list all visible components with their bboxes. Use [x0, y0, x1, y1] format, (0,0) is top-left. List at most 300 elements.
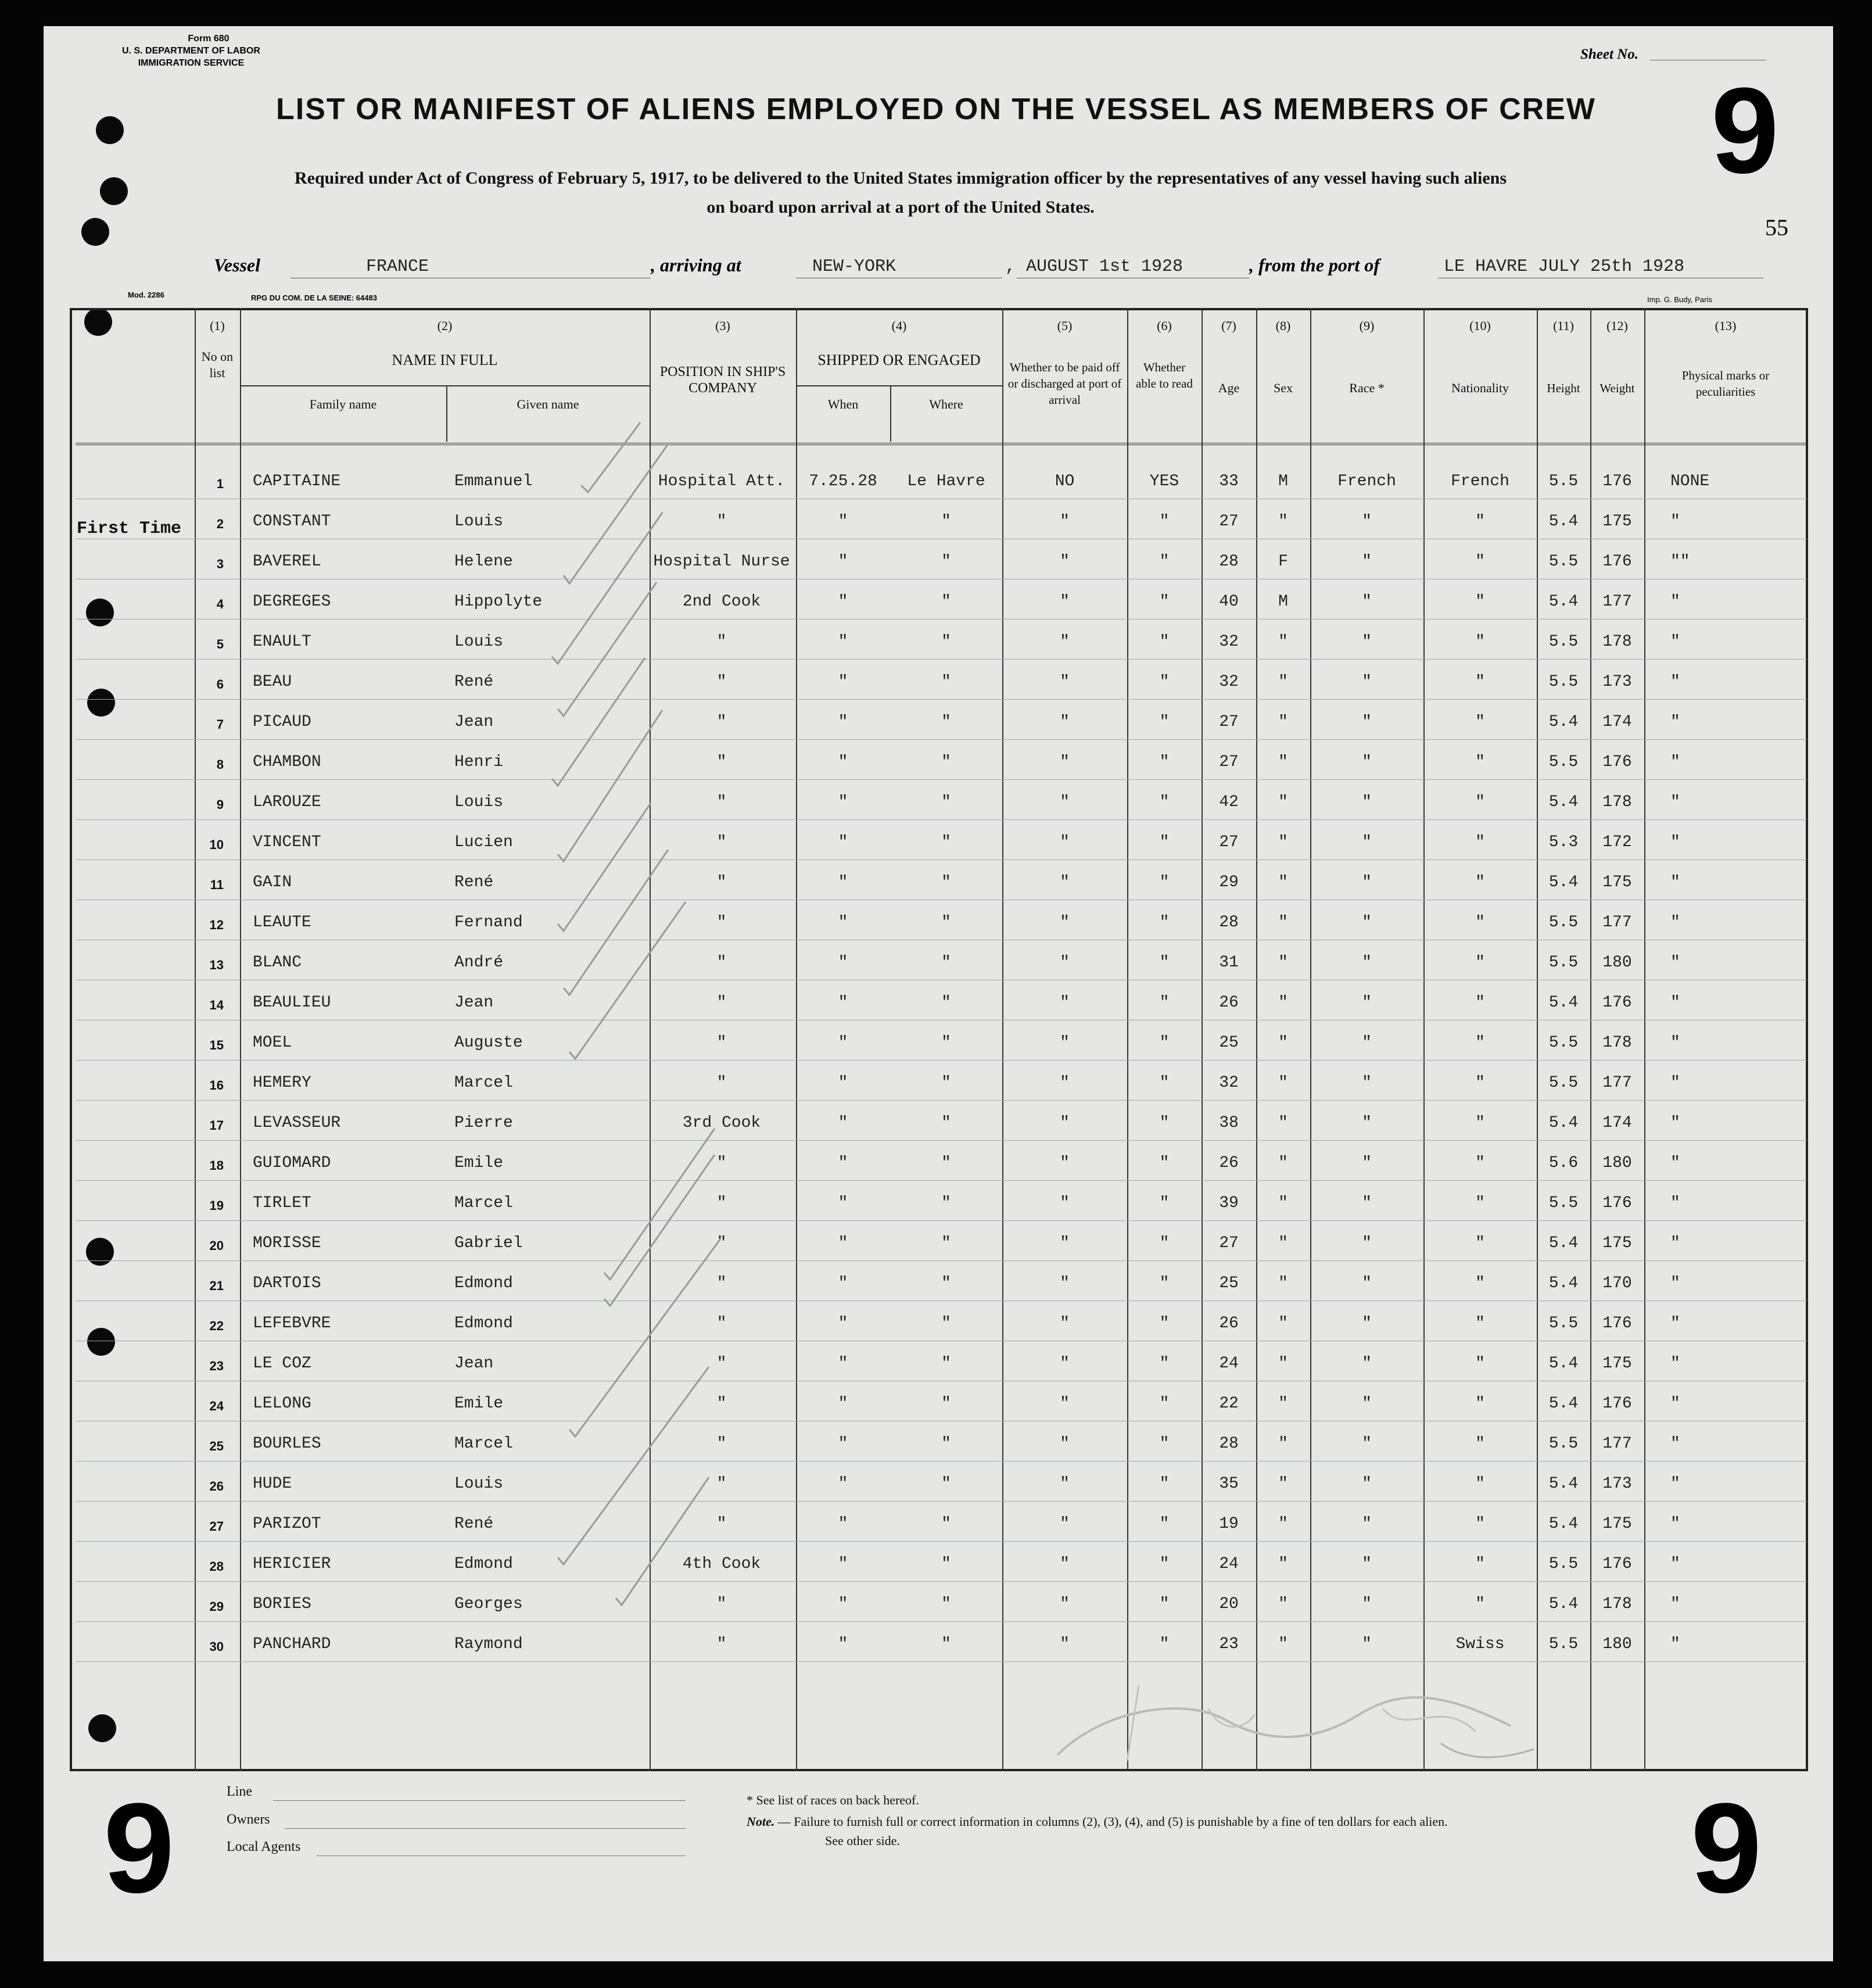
- race: ": [1362, 793, 1372, 811]
- weight: 175: [1602, 1515, 1632, 1533]
- arrival-port: NEW-YORK: [812, 257, 896, 277]
- shipped-when: ": [838, 1435, 848, 1453]
- weight: 178: [1602, 1034, 1632, 1052]
- shipped-when: ": [838, 753, 848, 771]
- able-to-read: ": [1159, 1234, 1170, 1252]
- race: ": [1362, 593, 1372, 611]
- row-number: 5: [216, 637, 224, 651]
- age: 28: [1219, 914, 1239, 932]
- race: ": [1362, 713, 1372, 731]
- height: 5.5: [1548, 553, 1579, 571]
- shipped-where: ": [941, 673, 951, 691]
- nationality: ": [1475, 1274, 1485, 1292]
- row-number: 15: [209, 1038, 224, 1052]
- shipped-when: 7.25.28: [809, 472, 877, 490]
- col11-number: (11): [1553, 318, 1574, 333]
- age: 26: [1219, 1154, 1239, 1172]
- weight: 175: [1602, 1355, 1632, 1373]
- race: ": [1362, 1395, 1372, 1413]
- height: 5.4: [1548, 1274, 1579, 1292]
- sex: M: [1278, 472, 1288, 490]
- row-number: 24: [209, 1399, 224, 1413]
- row-rule: [76, 1581, 1807, 1582]
- height: 5.5: [1548, 633, 1579, 651]
- rpg-number: RPG DU COM. DE LA SEINE: 64483: [251, 293, 377, 302]
- col10-header: Nationality: [1451, 381, 1509, 395]
- shipped-where: Le Havre: [907, 472, 985, 490]
- shipped-where: ": [941, 1395, 951, 1413]
- given-name: René: [454, 1515, 494, 1533]
- position: ": [716, 914, 727, 932]
- paid-off: ": [1060, 1355, 1070, 1373]
- physical-marks: "": [1670, 553, 1690, 571]
- able-to-read: ": [1159, 914, 1170, 932]
- row-number: 17: [209, 1118, 224, 1133]
- local-agents-label: Local Agents: [227, 1839, 301, 1854]
- physical-marks: ": [1670, 673, 1680, 691]
- given-name: Georges: [454, 1595, 523, 1613]
- nationality: ": [1475, 753, 1485, 771]
- position: ": [716, 1234, 727, 1252]
- sex: ": [1278, 1595, 1288, 1613]
- when-header: When: [827, 397, 859, 411]
- race: ": [1362, 553, 1372, 571]
- position: ": [716, 1074, 727, 1092]
- weight: 180: [1602, 1154, 1632, 1172]
- col6-header: Whether able to read: [1136, 360, 1193, 391]
- sex: ": [1278, 1194, 1288, 1212]
- given-name: Edmond: [454, 1274, 513, 1292]
- sex: ": [1278, 1435, 1288, 1453]
- vessel-name: FRANCE: [366, 257, 429, 277]
- row-rule: [76, 659, 1807, 660]
- age: 20: [1219, 1595, 1239, 1613]
- able-to-read: ": [1159, 753, 1170, 771]
- physical-marks: ": [1670, 914, 1680, 932]
- physical-marks: ": [1670, 1314, 1680, 1333]
- shipped-when: ": [838, 1555, 848, 1573]
- position: ": [716, 673, 727, 691]
- col5-number: (5): [1057, 318, 1073, 333]
- shipped-where: ": [941, 753, 951, 771]
- row-number: 26: [209, 1479, 224, 1493]
- shipped-where: ": [941, 793, 951, 811]
- height: 5.5: [1548, 1555, 1579, 1573]
- col7-header: Age: [1218, 381, 1240, 395]
- paid-off: ": [1060, 873, 1070, 891]
- age: 22: [1219, 1395, 1239, 1413]
- col1-header: No on list: [201, 349, 234, 380]
- family-name: LEFEBVRE: [253, 1314, 331, 1333]
- col2-header: NAME IN FULL: [392, 352, 498, 368]
- physical-marks: NONE: [1670, 472, 1710, 490]
- given-name: Emmanuel: [454, 472, 533, 490]
- family-name: BAVEREL: [253, 553, 321, 571]
- row-number: 6: [216, 677, 224, 692]
- footer-big-number-left: 9: [103, 1776, 175, 1919]
- nationality: ": [1475, 914, 1485, 932]
- paid-off: ": [1060, 914, 1070, 932]
- family-name: BLANC: [253, 954, 302, 972]
- age: 24: [1219, 1355, 1239, 1373]
- able-to-read: ": [1159, 1635, 1170, 1653]
- given-name: Edmond: [454, 1314, 513, 1333]
- shipped-when: ": [838, 673, 848, 691]
- family-name: LEVASSEUR: [253, 1114, 341, 1132]
- row-number: 23: [209, 1359, 224, 1373]
- given-name: Jean: [454, 994, 494, 1012]
- able-to-read: ": [1159, 1154, 1170, 1172]
- paid-off: ": [1060, 713, 1070, 731]
- position: 2nd Cook: [682, 593, 761, 611]
- shipped-where: ": [941, 1595, 951, 1613]
- row-number: 29: [209, 1599, 224, 1614]
- col2-number: (2): [437, 318, 453, 333]
- paid-off: ": [1060, 1314, 1070, 1333]
- col10-number: (10): [1469, 318, 1491, 333]
- nationality: ": [1475, 1595, 1485, 1613]
- nationality: ": [1475, 1355, 1485, 1373]
- height: 5.4: [1548, 593, 1579, 611]
- family-name: BOURLES: [253, 1435, 321, 1453]
- row-rule: [76, 699, 1807, 700]
- given-name: Fernand: [454, 914, 523, 932]
- sex: ": [1278, 793, 1288, 811]
- weight: 176: [1602, 753, 1632, 771]
- row-number: 12: [209, 918, 224, 932]
- family-name: LEAUTE: [253, 914, 311, 932]
- given-name: Louis: [454, 793, 504, 811]
- age: 24: [1219, 1555, 1239, 1573]
- col7-number: (7): [1221, 318, 1236, 333]
- weight: 173: [1602, 673, 1632, 691]
- weight: 176: [1602, 472, 1632, 490]
- row-rule: [76, 1140, 1807, 1141]
- row-number: 20: [209, 1238, 224, 1253]
- race: ": [1362, 1274, 1372, 1292]
- race: ": [1362, 1114, 1372, 1132]
- height: 5.4: [1548, 994, 1579, 1012]
- weight: 177: [1602, 1074, 1632, 1092]
- position: ": [716, 1274, 727, 1292]
- age: 32: [1219, 633, 1239, 651]
- family-name: BEAULIEU: [253, 994, 331, 1012]
- shipped-when: ": [838, 1475, 848, 1493]
- weight: 172: [1602, 833, 1632, 851]
- position: ": [716, 1314, 727, 1333]
- shipped-when: ": [838, 833, 848, 851]
- race: ": [1362, 1194, 1372, 1212]
- height: 5.5: [1548, 753, 1579, 771]
- shipped-where: ": [941, 1194, 951, 1212]
- race: ": [1362, 673, 1372, 691]
- check-marks: [523, 407, 784, 1685]
- physical-marks: ": [1670, 1034, 1680, 1052]
- race: ": [1362, 1475, 1372, 1493]
- see-other-side: See other side.: [825, 1833, 900, 1848]
- race: ": [1362, 1515, 1372, 1533]
- able-to-read: ": [1159, 873, 1170, 891]
- physical-marks: ": [1670, 1435, 1680, 1453]
- paid-off: ": [1060, 753, 1070, 771]
- nationality: ": [1475, 1555, 1485, 1573]
- position: ": [716, 753, 727, 771]
- paid-off: ": [1060, 593, 1070, 611]
- family-name: HERICIER: [253, 1555, 331, 1573]
- able-to-read: ": [1159, 1475, 1170, 1493]
- paid-off: ": [1060, 673, 1070, 691]
- physical-marks: ": [1670, 1074, 1680, 1092]
- height: 5.5: [1548, 1435, 1579, 1453]
- shipped-where: ": [941, 1355, 951, 1373]
- family-name: LE COZ: [253, 1355, 311, 1373]
- age: 19: [1219, 1515, 1239, 1533]
- given-name: Emile: [454, 1395, 504, 1413]
- able-to-read: YES: [1149, 472, 1179, 490]
- age: 27: [1219, 713, 1239, 731]
- nationality: ": [1475, 1074, 1485, 1092]
- family-name: DARTOIS: [253, 1274, 321, 1292]
- nationality: ": [1475, 633, 1485, 651]
- shipped-when: ": [838, 1234, 848, 1252]
- given-name: Pierre: [454, 1114, 513, 1132]
- physical-marks: ": [1670, 873, 1680, 891]
- position: ": [716, 1595, 727, 1613]
- physical-marks: ": [1670, 1475, 1680, 1493]
- paid-off: ": [1060, 1034, 1070, 1052]
- col4-number: (4): [891, 318, 907, 333]
- physical-marks: ": [1670, 593, 1680, 611]
- given-name: René: [454, 673, 494, 691]
- shipped-when: ": [838, 633, 848, 651]
- age: 27: [1219, 513, 1239, 531]
- able-to-read: ": [1159, 673, 1170, 691]
- department: U. S. DEPARTMENT OF LABOR: [122, 46, 260, 56]
- paid-off: ": [1060, 1194, 1070, 1212]
- paid-off: ": [1060, 1435, 1070, 1453]
- sex: ": [1278, 833, 1288, 851]
- nationality: ": [1475, 673, 1485, 691]
- sex: ": [1278, 1475, 1288, 1493]
- nationality: ": [1475, 1475, 1485, 1493]
- able-to-read: ": [1159, 553, 1170, 571]
- shipped-when: ": [838, 1635, 848, 1653]
- row-rule: [76, 1060, 1807, 1061]
- sex: ": [1278, 1234, 1288, 1252]
- paid-off: ": [1060, 1154, 1070, 1172]
- height: 5.4: [1548, 793, 1579, 811]
- paid-off: ": [1060, 1635, 1070, 1653]
- col3-header: POSITION IN SHIP'S COMPANY: [659, 364, 786, 396]
- nationality: ": [1475, 1154, 1485, 1172]
- height: 5.4: [1548, 1595, 1579, 1613]
- height: 5.5: [1548, 914, 1579, 932]
- able-to-read: ": [1159, 1314, 1170, 1333]
- position: 3rd Cook: [682, 1114, 761, 1132]
- race: ": [1362, 1074, 1372, 1092]
- arrival-date: , AUGUST 1st 1928: [1005, 257, 1184, 277]
- position: ": [716, 833, 727, 851]
- header-subdivider: [796, 385, 1002, 386]
- line-label: Line: [227, 1784, 252, 1799]
- row-rule: [76, 739, 1807, 740]
- paid-off: ": [1060, 633, 1070, 651]
- row-rule: [76, 1621, 1807, 1622]
- nationality: ": [1475, 1194, 1485, 1212]
- sex: ": [1278, 713, 1288, 731]
- age: 31: [1219, 954, 1239, 972]
- sex: ": [1278, 1355, 1288, 1373]
- race: ": [1362, 1595, 1372, 1613]
- able-to-read: ": [1159, 593, 1170, 611]
- row-rule: [76, 1220, 1807, 1221]
- able-to-read: ": [1159, 1114, 1170, 1132]
- col6-number: (6): [1157, 318, 1172, 333]
- family-name: PANCHARD: [253, 1635, 331, 1653]
- col8-header: Sex: [1274, 381, 1293, 395]
- given-name: Edmond: [454, 1555, 513, 1573]
- age: 27: [1219, 753, 1239, 771]
- row-number: 11: [210, 877, 224, 892]
- shipped-when: ": [838, 994, 848, 1012]
- row-number: 30: [209, 1639, 224, 1654]
- age: 32: [1219, 1074, 1239, 1092]
- age: 26: [1219, 994, 1239, 1012]
- shipped-when: ": [838, 914, 848, 932]
- col-divider: [195, 308, 196, 1771]
- shipped-when: ": [838, 1355, 848, 1373]
- position: 4th Cook: [682, 1555, 761, 1573]
- able-to-read: ": [1159, 1435, 1170, 1453]
- position: ": [716, 1435, 727, 1453]
- row-number: 3: [216, 557, 224, 571]
- first-time-note: First Time: [77, 519, 182, 539]
- paid-off: ": [1060, 1395, 1070, 1413]
- family-name: MORISSE: [253, 1234, 321, 1252]
- row-number: 1: [216, 477, 224, 491]
- position: ": [716, 1355, 727, 1373]
- shipped-when: ": [838, 1194, 848, 1212]
- weight: 180: [1602, 1635, 1632, 1653]
- weight: 174: [1602, 1114, 1632, 1132]
- age: 27: [1219, 1234, 1239, 1252]
- height: 5.6: [1548, 1154, 1579, 1172]
- position: ": [716, 1395, 727, 1413]
- height: 5.4: [1548, 1395, 1579, 1413]
- shipped-when: ": [838, 593, 848, 611]
- paid-off: ": [1060, 1074, 1070, 1092]
- page-number: 55: [1765, 214, 1788, 241]
- given-name: Louis: [454, 633, 504, 651]
- able-to-read: ": [1159, 1555, 1170, 1573]
- weight: 174: [1602, 713, 1632, 731]
- physical-marks: ": [1670, 1274, 1680, 1292]
- race: ": [1362, 994, 1372, 1012]
- height: 5.5: [1548, 673, 1579, 691]
- printer-name: Imp. G. Budy, Paris: [1647, 295, 1712, 304]
- race: ": [1362, 1635, 1372, 1653]
- physical-marks: ": [1670, 1595, 1680, 1613]
- physical-marks: ": [1670, 994, 1680, 1012]
- physical-marks: ": [1670, 1515, 1680, 1533]
- weight: 176: [1602, 1555, 1632, 1573]
- col5-header: Whether to be paid off or discharged at port of arrival: [1007, 360, 1122, 407]
- position: ": [716, 994, 727, 1012]
- age: 35: [1219, 1475, 1239, 1493]
- race: ": [1362, 1555, 1372, 1573]
- owners-label: Owners: [227, 1812, 270, 1827]
- weight: 176: [1602, 553, 1632, 571]
- race: ": [1362, 1154, 1372, 1172]
- col-divider: [1644, 308, 1645, 1771]
- shipped-where: ": [941, 1034, 951, 1052]
- given-name: Hippolyte: [454, 593, 543, 611]
- shipped-where: ": [941, 513, 951, 531]
- shipped-when: ": [838, 1314, 848, 1333]
- family-name: DEGREGES: [253, 593, 331, 611]
- position: ": [716, 1034, 727, 1052]
- col13-number: (13): [1715, 318, 1737, 333]
- height: 5.4: [1548, 1355, 1579, 1373]
- physical-marks: ": [1670, 513, 1680, 531]
- row-rule: [76, 779, 1807, 780]
- given-name-header: Given name: [517, 397, 579, 411]
- paid-off: ": [1060, 994, 1070, 1012]
- shipped-where: ": [941, 1555, 951, 1573]
- col-divider: [890, 386, 891, 442]
- height: 5.3: [1548, 833, 1579, 851]
- nationality: ": [1475, 1034, 1485, 1052]
- form-identification: [122, 33, 260, 69]
- nationality: ": [1475, 873, 1485, 891]
- col13-header: Physical marks or peculiarities: [1681, 368, 1770, 399]
- physical-marks: ": [1670, 1114, 1680, 1132]
- header-bottom-rule: [76, 443, 1807, 445]
- race: ": [1362, 1355, 1372, 1373]
- position: ": [716, 873, 727, 891]
- height: 5.5: [1548, 1194, 1579, 1212]
- shipped-when: ": [838, 713, 848, 731]
- shipped-when: ": [838, 1114, 848, 1132]
- col8-number: (8): [1275, 318, 1291, 333]
- departure-port: LE HAVRE JULY 25th 1928: [1444, 257, 1685, 277]
- nationality: ": [1475, 1515, 1485, 1533]
- physical-marks: ": [1670, 1635, 1680, 1653]
- col12-number: (12): [1606, 318, 1628, 333]
- paid-off: ": [1060, 1555, 1070, 1573]
- age: 25: [1219, 1034, 1239, 1052]
- given-name: Gabriel: [454, 1234, 523, 1252]
- sex: ": [1278, 633, 1288, 651]
- sex: ": [1278, 1074, 1288, 1092]
- age: 33: [1219, 472, 1239, 490]
- subtitle-line-1: Required under Act of Congress of February 5, 1917, to be delivered to the United States immigration officer by the representatives of any vessel having such aliens: [295, 169, 1507, 188]
- position: ": [716, 1154, 727, 1172]
- able-to-read: ": [1159, 513, 1170, 531]
- sex: ": [1278, 1114, 1288, 1132]
- given-name: René: [454, 873, 494, 891]
- position: Hospital Att.: [658, 472, 786, 490]
- given-name: Marcel: [454, 1435, 513, 1453]
- age: 28: [1219, 553, 1239, 571]
- family-name: LELONG: [253, 1395, 311, 1413]
- given-name: Auguste: [454, 1034, 523, 1052]
- physical-marks: ": [1670, 713, 1680, 731]
- row-number: 18: [209, 1158, 224, 1173]
- family-name: PARIZOT: [253, 1515, 321, 1533]
- height: 5.4: [1548, 873, 1579, 891]
- age: 42: [1219, 793, 1239, 811]
